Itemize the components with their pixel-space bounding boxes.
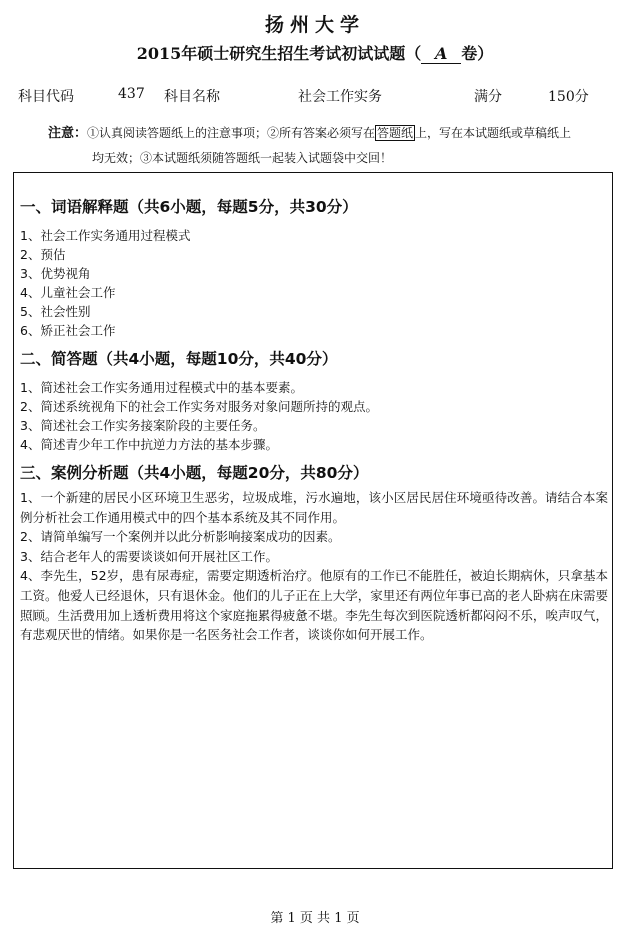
question-content bbox=[20, 192, 608, 645]
paper-version: A bbox=[421, 44, 461, 64]
section-3-heading: 三、案例分析题（共4小题，每题20分，共80分） bbox=[20, 464, 369, 482]
section-3-item: 1、一个新建的居民小区环境卫生恶劣，垃圾成堆，污水遍地，该小区居民居住环境亟待改善。请结合本案例分析社会工作通用模式中的四个基本系统及其不同作用。 bbox=[20, 490, 608, 525]
full-score-label: 满分 bbox=[474, 89, 502, 105]
notice-text-a: ①认真阅读答题纸上的注意事项；②所有答案必须写在 bbox=[87, 126, 376, 140]
section-1-item: 5、社会性别 bbox=[20, 304, 91, 319]
subject-code-label: 科目代码 bbox=[18, 89, 74, 105]
section-1-item: 4、儿童社会工作 bbox=[20, 285, 116, 300]
page-footer: 第 1 页 共 1 页 bbox=[270, 911, 360, 926]
notice-label: 注意： bbox=[48, 126, 88, 141]
section-3-item: 3、结合老年人的需要谈谈如何开展社区工作。 bbox=[20, 548, 278, 564]
section-3-item: 4、李先生，52岁，患有尿毒症，需要定期透析治疗。他原有的工作已不能胜任，被迫长期病休，只拿基本工资。他爱人已经退休，只有退休金。他们的儿子正在上大学，家里还有两位年事已高的老人卧病在床需要照顾。生活费用加上透析费用将这个家庭拖累得疲惫不堪。李先生每次到医院透析都闷闷不乐，唉声叹气，有悲观厌世的情绪。如果你是一名医务社会工作者，谈谈你如何开展工作。 bbox=[20, 568, 608, 643]
section-1-items bbox=[20, 226, 608, 340]
section-2-items bbox=[20, 378, 608, 454]
exam-title bbox=[0, 41, 630, 64]
section-2-heading: 二、简答题（共4小题，每题10分，共40分） bbox=[20, 350, 338, 368]
section-2-item: 2、简述系统视角下的社会工作实务对服务对象问题所持的观点。 bbox=[20, 399, 378, 414]
section-1-item: 3、优势视角 bbox=[20, 266, 91, 281]
exam-title-prefix: 2015年硕士研究生招生考试初试试题（ bbox=[136, 44, 422, 63]
notice-line-1 bbox=[48, 121, 618, 146]
subject-info-line bbox=[18, 86, 618, 108]
subject-code: 437 bbox=[118, 86, 145, 102]
notice-block bbox=[48, 121, 618, 170]
exam-title-suffix: 卷） bbox=[461, 44, 494, 63]
university-name: 扬州大学 bbox=[264, 14, 365, 36]
section-1-item: 2、预估 bbox=[20, 247, 66, 262]
notice-line-2: 均无效；③本试题纸须随答题纸一起装入试题袋中交回！ bbox=[92, 151, 393, 165]
section-2-item: 3、简述社会工作实务接案阶段的主要任务。 bbox=[20, 418, 266, 433]
section-3-item: 2、请简单编写一个案例并以此分析影响接案成功的因素。 bbox=[20, 529, 341, 545]
full-score: 150分 bbox=[548, 89, 589, 105]
section-2-item: 1、简述社会工作实务通用过程模式中的基本要素。 bbox=[20, 380, 303, 395]
section-3-items bbox=[20, 488, 608, 645]
section-1-item: 6、矫正社会工作 bbox=[20, 323, 116, 338]
subject-name-label: 科目名称 bbox=[164, 89, 220, 105]
section-1-item: 1、社会工作实务通用过程模式 bbox=[20, 228, 191, 243]
section-2-item: 4、简述青少年工作中抗逆力方法的基本步骤。 bbox=[20, 437, 278, 452]
subject-name: 社会工作实务 bbox=[298, 89, 382, 105]
notice-text-b: 上，写在本试题纸或草稿纸上 bbox=[415, 126, 572, 140]
section-1-heading: 一、词语解释题（共6小题，每题5分，共30分） bbox=[20, 198, 358, 216]
answer-sheet-boxed: 答题纸 bbox=[377, 126, 414, 140]
